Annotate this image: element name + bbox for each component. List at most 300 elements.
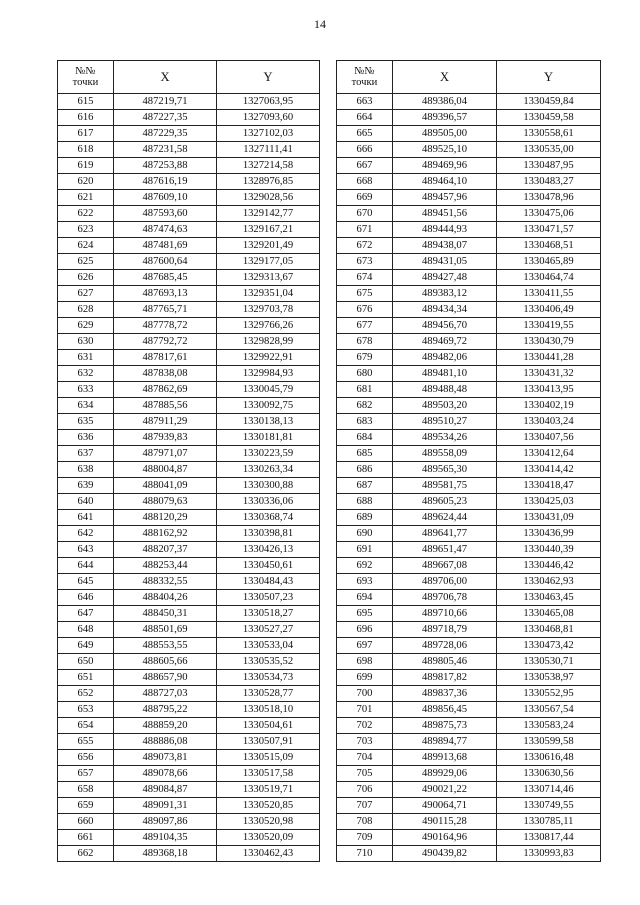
y-coordinate-cell: 1330487,95 [497, 158, 601, 174]
y-coordinate-cell: 1330403,24 [497, 414, 601, 430]
point-number-cell: 675 [337, 286, 393, 302]
table-row [58, 606, 320, 622]
x-coordinate-cell: 489624,44 [393, 510, 497, 526]
x-coordinate-cell: 487838,08 [114, 366, 217, 382]
y-coordinate-cell: 1330406,49 [497, 302, 601, 318]
y-coordinate-cell: 1330446,42 [497, 558, 601, 574]
point-number-cell: 644 [58, 558, 114, 574]
x-coordinate-cell: 487792,72 [114, 334, 217, 350]
point-number-cell: 654 [58, 718, 114, 734]
y-coordinate-cell: 1330464,74 [497, 270, 601, 286]
x-coordinate-cell: 489503,20 [393, 398, 497, 414]
point-number-cell: 632 [58, 366, 114, 382]
x-coordinate-cell: 488605,66 [114, 654, 217, 670]
point-number-cell: 684 [337, 430, 393, 446]
point-number-cell: 689 [337, 510, 393, 526]
x-coordinate-cell: 489464,10 [393, 174, 497, 190]
table-row [58, 286, 320, 302]
table-row [58, 430, 320, 446]
table-row [58, 158, 320, 174]
point-number-cell: 657 [58, 766, 114, 782]
table-row [58, 622, 320, 638]
point-number-cell: 681 [337, 382, 393, 398]
x-coordinate-cell: 487817,61 [114, 350, 217, 366]
table-row [337, 798, 601, 814]
x-coordinate-cell: 487616,19 [114, 174, 217, 190]
table-row [58, 542, 320, 558]
y-coordinate-cell: 1330518,27 [217, 606, 320, 622]
x-coordinate-cell: 489104,35 [114, 830, 217, 846]
table-row [58, 462, 320, 478]
table-row [58, 142, 320, 158]
point-number-cell: 645 [58, 574, 114, 590]
y-coordinate-cell: 1330223,59 [217, 446, 320, 462]
point-number-cell: 704 [337, 750, 393, 766]
y-coordinate-cell: 1330300,88 [217, 478, 320, 494]
x-coordinate-cell: 489084,87 [114, 782, 217, 798]
point-number-cell: 677 [337, 318, 393, 334]
x-coordinate-cell: 489383,12 [393, 286, 497, 302]
x-coordinate-cell: 489457,96 [393, 190, 497, 206]
x-coordinate-cell: 489651,47 [393, 542, 497, 558]
y-coordinate-cell: 1330483,27 [497, 174, 601, 190]
point-number-cell: 667 [337, 158, 393, 174]
y-coordinate-cell: 1330138,13 [217, 414, 320, 430]
y-coordinate-cell: 1330552,95 [497, 686, 601, 702]
point-number-cell: 616 [58, 110, 114, 126]
point-number-cell: 620 [58, 174, 114, 190]
y-coordinate-cell: 1330414,42 [497, 462, 601, 478]
point-number-header-line2: точки [351, 77, 378, 88]
point-number-cell: 617 [58, 126, 114, 142]
x-coordinate-cell: 489817,82 [393, 670, 497, 686]
x-coordinate-cell: 489469,96 [393, 158, 497, 174]
point-number-cell: 618 [58, 142, 114, 158]
y-coordinate-cell: 1330462,43 [217, 846, 320, 862]
x-coordinate-cell: 489097,86 [114, 814, 217, 830]
y-coordinate-cell: 1330484,43 [217, 574, 320, 590]
y-coordinate-cell: 1330468,51 [497, 238, 601, 254]
point-number-cell: 696 [337, 622, 393, 638]
x-coordinate-cell: 487219,71 [114, 94, 217, 110]
point-number-cell: 695 [337, 606, 393, 622]
x-coordinate-cell: 489386,04 [393, 94, 497, 110]
y-coordinate-cell: 1330535,00 [497, 142, 601, 158]
table-row [337, 158, 601, 174]
point-number-cell: 662 [58, 846, 114, 862]
x-coordinate-cell: 489856,45 [393, 702, 497, 718]
table-row [337, 222, 601, 238]
y-coordinate-cell: 1329703,78 [217, 302, 320, 318]
x-coordinate-cell: 489605,23 [393, 494, 497, 510]
point-number-cell: 669 [337, 190, 393, 206]
point-number-cell: 694 [337, 590, 393, 606]
point-number-cell: 680 [337, 366, 393, 382]
point-number-cell: 626 [58, 270, 114, 286]
point-number-cell: 703 [337, 734, 393, 750]
y-coordinate-cell: 1330504,61 [217, 718, 320, 734]
y-coordinate-cell: 1330398,81 [217, 526, 320, 542]
table-row [58, 718, 320, 734]
y-coordinate-cell: 1330471,57 [497, 222, 601, 238]
point-number-cell: 631 [58, 350, 114, 366]
point-number-cell: 640 [58, 494, 114, 510]
x-coordinate-cell: 489431,05 [393, 254, 497, 270]
table-row [337, 462, 601, 478]
table-row [58, 734, 320, 750]
x-coordinate-cell: 489534,26 [393, 430, 497, 446]
y-coordinate-cell: 1329828,99 [217, 334, 320, 350]
table-row [58, 478, 320, 494]
table-row [58, 382, 320, 398]
x-coordinate-cell: 489481,10 [393, 366, 497, 382]
table-row [58, 574, 320, 590]
y-coordinate-cell: 1330441,28 [497, 350, 601, 366]
y-coordinate-cell: 1330419,55 [497, 318, 601, 334]
y-coordinate-cell: 1330045,79 [217, 382, 320, 398]
x-coordinate-cell: 488657,90 [114, 670, 217, 686]
y-coordinate-cell: 1329351,04 [217, 286, 320, 302]
point-number-cell: 679 [337, 350, 393, 366]
point-number-cell: 653 [58, 702, 114, 718]
x-coordinate-cell: 489641,77 [393, 526, 497, 542]
y-coordinate-cell: 1330515,09 [217, 750, 320, 766]
y-coordinate-cell: 1330530,71 [497, 654, 601, 670]
point-number-cell: 708 [337, 814, 393, 830]
y-coordinate-cell: 1330558,61 [497, 126, 601, 142]
x-coordinate-cell: 488004,87 [114, 462, 217, 478]
y-coordinate-cell: 1330520,98 [217, 814, 320, 830]
y-coordinate-cell: 1330465,08 [497, 606, 601, 622]
y-coordinate-cell: 1330459,58 [497, 110, 601, 126]
table-row [58, 398, 320, 414]
point-number-cell: 643 [58, 542, 114, 558]
y-coordinate-cell: 1330436,99 [497, 526, 601, 542]
y-coordinate-cell: 1330412,64 [497, 446, 601, 462]
table-row [58, 654, 320, 670]
table-row [337, 174, 601, 190]
y-coordinate-cell: 1330418,47 [497, 478, 601, 494]
x-coordinate-cell: 488120,29 [114, 510, 217, 526]
point-number-cell: 709 [337, 830, 393, 846]
y-coordinate-cell: 1329313,67 [217, 270, 320, 286]
x-coordinate-cell: 488404,26 [114, 590, 217, 606]
point-number-cell: 637 [58, 446, 114, 462]
x-coordinate-cell: 487911,29 [114, 414, 217, 430]
y-coordinate-cell: 1330473,42 [497, 638, 601, 654]
x-coordinate-cell: 488553,55 [114, 638, 217, 654]
table-row [58, 702, 320, 718]
point-number-cell: 638 [58, 462, 114, 478]
x-coordinate-cell: 489706,78 [393, 590, 497, 606]
table-row [337, 494, 601, 510]
table-row [337, 510, 601, 526]
x-coordinate-cell: 487600,64 [114, 254, 217, 270]
table-row [58, 414, 320, 430]
point-number-cell: 630 [58, 334, 114, 350]
y-coordinate-cell: 1330425,03 [497, 494, 601, 510]
y-coordinate-cell: 1330520,09 [217, 830, 320, 846]
table-row [337, 590, 601, 606]
y-coordinate-cell: 1330413,95 [497, 382, 601, 398]
y-coordinate-cell: 1330527,27 [217, 622, 320, 638]
table-row [58, 446, 320, 462]
y-coordinate-cell: 1328976,85 [217, 174, 320, 190]
x-coordinate-cell: 488727,03 [114, 686, 217, 702]
point-number-cell: 650 [58, 654, 114, 670]
page-number: 14 [314, 17, 326, 31]
y-coordinate-cell: 1330567,54 [497, 702, 601, 718]
table-row [337, 702, 601, 718]
table-row [337, 190, 601, 206]
point-number-cell: 693 [337, 574, 393, 590]
x-coordinate-cell: 487253,88 [114, 158, 217, 174]
y-coordinate-cell: 1330431,09 [497, 510, 601, 526]
x-coordinate-cell: 489505,00 [393, 126, 497, 142]
table-header-row [337, 61, 601, 94]
y-coordinate-cell: 1329177,05 [217, 254, 320, 270]
y-coordinate-cell: 1330507,91 [217, 734, 320, 750]
table-row [58, 270, 320, 286]
x-coordinate-cell: 489728,06 [393, 638, 497, 654]
x-coordinate-cell: 489581,75 [393, 478, 497, 494]
table-row [58, 670, 320, 686]
point-number-cell: 700 [337, 686, 393, 702]
table-row [58, 830, 320, 846]
x-coordinate-cell: 489438,07 [393, 238, 497, 254]
x-coordinate-cell: 490021,22 [393, 782, 497, 798]
point-number-cell: 633 [58, 382, 114, 398]
x-coordinate-cell: 488501,69 [114, 622, 217, 638]
table-row [58, 126, 320, 142]
table-row [58, 318, 320, 334]
y-coordinate-cell: 1327093,60 [217, 110, 320, 126]
table-row [337, 382, 601, 398]
point-number-cell: 671 [337, 222, 393, 238]
table-row [337, 318, 601, 334]
y-coordinate-cell: 1330440,39 [497, 542, 601, 558]
table-row [337, 670, 601, 686]
x-coordinate-cell: 489434,34 [393, 302, 497, 318]
point-number-cell: 685 [337, 446, 393, 462]
point-number-cell: 623 [58, 222, 114, 238]
table-row [58, 366, 320, 382]
y-coordinate-cell: 1330368,74 [217, 510, 320, 526]
x-coordinate-cell: 488207,37 [114, 542, 217, 558]
x-coordinate-cell: 490064,71 [393, 798, 497, 814]
point-number-cell: 656 [58, 750, 114, 766]
table-row [337, 446, 601, 462]
table-row [337, 846, 601, 862]
y-coordinate-cell: 1330411,55 [497, 286, 601, 302]
point-number-cell: 655 [58, 734, 114, 750]
x-coordinate-cell: 487885,56 [114, 398, 217, 414]
point-number-cell: 621 [58, 190, 114, 206]
point-number-cell: 627 [58, 286, 114, 302]
table-row [58, 334, 320, 350]
y-coordinate-cell: 1330714,46 [497, 782, 601, 798]
x-coordinate-cell: 489894,77 [393, 734, 497, 750]
x-coordinate-cell: 487227,35 [114, 110, 217, 126]
y-coordinate-cell: 1330475,06 [497, 206, 601, 222]
table-row [337, 830, 601, 846]
point-number-cell: 673 [337, 254, 393, 270]
table-row [337, 398, 601, 414]
table-row [337, 638, 601, 654]
y-coordinate-cell: 1329167,21 [217, 222, 320, 238]
point-number-cell: 615 [58, 94, 114, 110]
point-number-cell: 710 [337, 846, 393, 862]
y-coordinate-cell: 1330468,81 [497, 622, 601, 638]
y-coordinate-cell: 1330518,10 [217, 702, 320, 718]
point-number-cell: 687 [337, 478, 393, 494]
point-number-cell: 660 [58, 814, 114, 830]
y-coordinate-cell: 1330336,06 [217, 494, 320, 510]
x-coordinate-cell: 487231,58 [114, 142, 217, 158]
point-number-cell: 686 [337, 462, 393, 478]
y-header: Y [497, 61, 601, 94]
x-coordinate-cell: 489073,81 [114, 750, 217, 766]
x-coordinate-cell: 489718,79 [393, 622, 497, 638]
y-coordinate-cell: 1330459,84 [497, 94, 601, 110]
x-coordinate-cell: 488886,08 [114, 734, 217, 750]
point-number-cell: 683 [337, 414, 393, 430]
point-number-cell: 666 [337, 142, 393, 158]
point-number-cell: 682 [337, 398, 393, 414]
x-header: X [393, 61, 497, 94]
point-number-cell: 699 [337, 670, 393, 686]
table-row [58, 510, 320, 526]
y-coordinate-cell: 1330181,81 [217, 430, 320, 446]
table-row [58, 206, 320, 222]
x-coordinate-cell: 488253,44 [114, 558, 217, 574]
point-number-header [58, 61, 114, 94]
table-row [58, 94, 320, 110]
table-row [337, 270, 601, 286]
x-coordinate-cell: 487778,72 [114, 318, 217, 334]
coordinates-table-right [336, 60, 601, 862]
table-row [58, 174, 320, 190]
x-coordinate-cell: 490115,28 [393, 814, 497, 830]
table-row [58, 254, 320, 270]
table-row [58, 798, 320, 814]
point-number-cell: 625 [58, 254, 114, 270]
x-coordinate-cell: 489510,27 [393, 414, 497, 430]
point-number-cell: 674 [337, 270, 393, 286]
point-number-cell: 664 [337, 110, 393, 126]
x-coordinate-cell: 487971,07 [114, 446, 217, 462]
table-row [337, 718, 601, 734]
x-coordinate-cell: 489525,10 [393, 142, 497, 158]
x-coordinate-cell: 488795,22 [114, 702, 217, 718]
table-row [337, 414, 601, 430]
table-row [337, 574, 601, 590]
y-coordinate-cell: 1329142,77 [217, 206, 320, 222]
point-number-cell: 659 [58, 798, 114, 814]
table-row [337, 478, 601, 494]
table-row [58, 238, 320, 254]
y-coordinate-cell: 1330402,19 [497, 398, 601, 414]
x-coordinate-cell: 487765,71 [114, 302, 217, 318]
y-coordinate-cell: 1330785,11 [497, 814, 601, 830]
x-coordinate-cell: 489875,73 [393, 718, 497, 734]
x-coordinate-cell: 489469,72 [393, 334, 497, 350]
point-number-cell: 624 [58, 238, 114, 254]
point-number-cell: 647 [58, 606, 114, 622]
table-row [58, 590, 320, 606]
y-coordinate-cell: 1330430,79 [497, 334, 601, 350]
x-coordinate-cell: 489565,30 [393, 462, 497, 478]
point-number-cell: 629 [58, 318, 114, 334]
y-coordinate-cell: 1330520,85 [217, 798, 320, 814]
table-row [58, 782, 320, 798]
y-coordinate-cell: 1330519,71 [217, 782, 320, 798]
y-coordinate-cell: 1330465,89 [497, 254, 601, 270]
y-coordinate-cell: 1330092,75 [217, 398, 320, 414]
y-coordinate-cell: 1330263,34 [217, 462, 320, 478]
point-number-cell: 642 [58, 526, 114, 542]
coordinates-table-left [57, 60, 320, 862]
y-coordinate-cell: 1330450,61 [217, 558, 320, 574]
point-number-cell: 706 [337, 782, 393, 798]
y-coordinate-cell: 1327111,41 [217, 142, 320, 158]
table-row [337, 750, 601, 766]
table-row [58, 846, 320, 862]
table-row [58, 526, 320, 542]
y-coordinate-cell: 1330599,58 [497, 734, 601, 750]
point-number-cell: 663 [337, 94, 393, 110]
table-row [337, 558, 601, 574]
table-row [58, 638, 320, 654]
point-number-cell: 641 [58, 510, 114, 526]
x-coordinate-cell: 487685,45 [114, 270, 217, 286]
point-number-cell: 676 [337, 302, 393, 318]
table-row [58, 350, 320, 366]
point-number-header [337, 61, 393, 94]
x-coordinate-cell: 487862,69 [114, 382, 217, 398]
x-coordinate-cell: 487609,10 [114, 190, 217, 206]
point-number-cell: 652 [58, 686, 114, 702]
table-row [337, 686, 601, 702]
table-row [58, 766, 320, 782]
y-coordinate-cell: 1330426,13 [217, 542, 320, 558]
point-number-cell: 691 [337, 542, 393, 558]
point-number-cell: 658 [58, 782, 114, 798]
x-coordinate-cell: 489706,00 [393, 574, 497, 590]
table-row [337, 654, 601, 670]
y-coordinate-cell: 1330462,93 [497, 574, 601, 590]
y-coordinate-cell: 1327063,95 [217, 94, 320, 110]
point-number-cell: 672 [337, 238, 393, 254]
table-row [337, 606, 601, 622]
y-coordinate-cell: 1330535,52 [217, 654, 320, 670]
table-row [58, 190, 320, 206]
x-coordinate-cell: 489444,93 [393, 222, 497, 238]
x-coordinate-cell: 487939,83 [114, 430, 217, 446]
x-coordinate-cell: 488079,63 [114, 494, 217, 510]
point-number-cell: 646 [58, 590, 114, 606]
table-row [58, 222, 320, 238]
y-coordinate-cell: 1329922,91 [217, 350, 320, 366]
table-row [337, 94, 601, 110]
table-row [337, 526, 601, 542]
table-row [337, 542, 601, 558]
point-number-cell: 678 [337, 334, 393, 350]
x-coordinate-cell: 487593,60 [114, 206, 217, 222]
y-coordinate-cell: 1330478,96 [497, 190, 601, 206]
point-number-cell: 635 [58, 414, 114, 430]
x-coordinate-cell: 489710,66 [393, 606, 497, 622]
